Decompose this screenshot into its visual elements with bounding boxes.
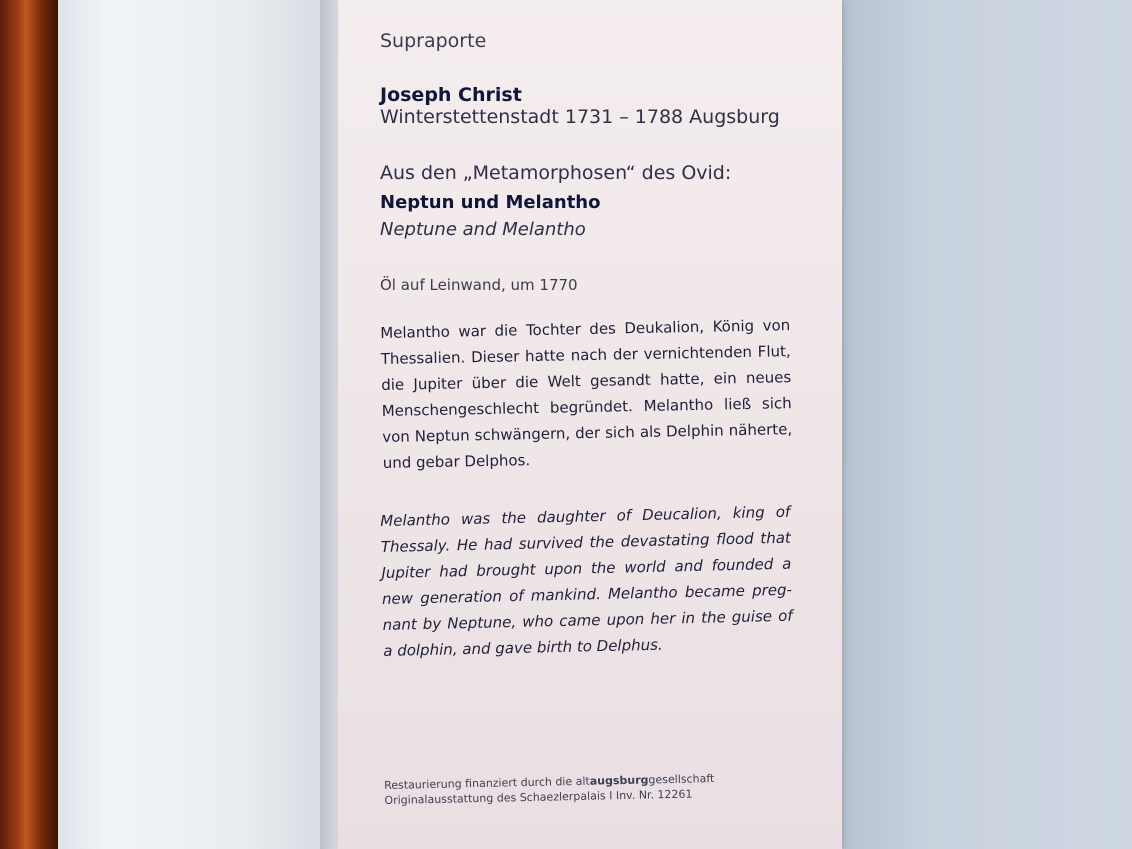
footer-line-2: Originalausstattung des Schaezlerpalais I Inv. Nr. 12261 xyxy=(384,787,693,807)
medium-text: Öl auf Leinwand, um 1770 xyxy=(380,276,578,294)
series-text: Aus den „Metamorphosen“ des Ovid: xyxy=(380,162,732,184)
artist-name: Joseph Christ xyxy=(380,84,522,106)
title-english: Neptune and Melantho xyxy=(380,219,586,240)
wooden-door-frame xyxy=(0,0,58,849)
wall-gap xyxy=(320,0,338,849)
category-text: Supraporte xyxy=(380,30,487,52)
description-german: Melantho war die Tochter des Deukalion, König von Thessalien. Dieser hatte nach der vernichtenden Flut, die Jupiter über die Welt gesandt hatte, ein neues Menschengeschlecht begründet. Melantho ließ sich von Neptun schwängern, der sich als Delphin näherte, und gebar Delphos. xyxy=(380,316,793,472)
footer-prefix: Restaurierung finanziert durch die alt xyxy=(384,774,590,792)
artist-life: Winterstettenstadt 1731 – 1788 Augsburg xyxy=(380,106,780,128)
description-english: Melantho was the daughter of Deucalion, king of Thessaly. He had survived the devastating flood that Jupiter had brought upon the world and founded a new generation of mankind. Melantho became pregnant by Neptune, who came upon her in the guise of a dolphin, and gave birth to Delphus. xyxy=(380,502,793,660)
footer-suffix: gesellschaft xyxy=(648,772,715,787)
title-german: Neptun und Melantho xyxy=(380,192,601,213)
wall-left xyxy=(58,0,320,849)
wall-right xyxy=(842,0,1132,849)
museum-label xyxy=(338,0,842,849)
footer xyxy=(384,771,715,808)
footer-sponsor: augsburg xyxy=(589,773,649,788)
